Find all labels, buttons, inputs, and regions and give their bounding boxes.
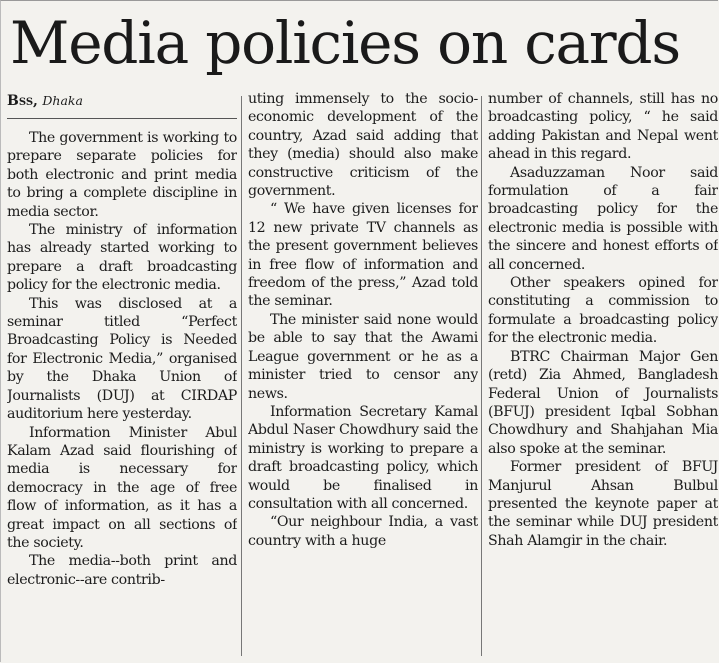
paragraph: “Our neighbour India, a vast country with a huge xyxy=(248,514,478,549)
paragraph: Asaduzzaman Noor said formulation of a fair broadcasting policy for the electronic media is possible with the sincere and honest efforts of all concerned. xyxy=(488,164,718,273)
article-column-1 xyxy=(7,90,237,660)
paragraph: Former president of BFUJ Manjurul Ahsan Bulbul presented the keynote paper at the seminar while DUJ president Shah Alamgir in the chair. xyxy=(488,459,718,549)
paragraph: The government is working to prepare separate policies for both electronic and print media to bring a complete discipline in media sector. xyxy=(7,130,237,220)
byline xyxy=(7,90,237,119)
paragraph: The minister said none would be able to say that the Awami League government or he as a minister tried to censor any news. xyxy=(248,311,478,402)
column-divider xyxy=(481,96,482,656)
paragraph: number of channels, still has no broadcasting policy, “ he said adding Pakistan and Nepal went ahead in this regard. xyxy=(488,91,718,163)
column-divider xyxy=(241,96,242,656)
paragraph: Other speakers opined for constituting a commission to formulate a broadcasting policy for the electronic media. xyxy=(488,275,718,347)
paragraph: The ministry of information has already started working to prepare a draft broadcasting policy for the electronic media. xyxy=(7,222,237,294)
paragraph: “ We have given licenses for 12 new private TV channels as the present government believes in free flow of information and freedom of the press,” Azad told the seminar. xyxy=(248,201,478,310)
article-column-2 xyxy=(248,90,478,660)
paragraph: This was disclosed at a seminar titled “Perfect Broadcasting Policy is Needed for Electronic Media,” organised by the Dhaka Union of Journalists (DUJ) at CIRDAP auditorium here yesterday. xyxy=(7,295,237,423)
byline-agency: Bss, xyxy=(7,93,38,109)
paragraph: Information Minister Abul Kalam Azad said flourishing of media is necessary for democracy in the age of free flow of information, as it has a great impact on all sections of the society. xyxy=(7,424,237,551)
paragraph: BTRC Chairman Major Gen (retd) Zia Ahmed, Bangladesh Federal Union of Journalists (BFUJ) president Iqbal Sobhan Chowdhury and Shahjahan Mia also spoke at the seminar. xyxy=(488,348,718,457)
headline: Media policies on cards xyxy=(10,9,680,77)
paragraph: The media--both print and electronic--are contrib- xyxy=(7,553,237,588)
paragraph: uting immensely to the socio-economic development of the country, Azad said adding that they (media) should also make constructive criticism of the government. xyxy=(248,91,478,200)
article-column-3 xyxy=(488,90,718,660)
byline-place: Dhaka xyxy=(42,93,83,108)
paragraph: Information Secretary Kamal Abdul Naser Chowdhury said the ministry is working to prepare a draft broadcasting policy, which would be finalised in consultation with all concerned. xyxy=(248,403,478,512)
